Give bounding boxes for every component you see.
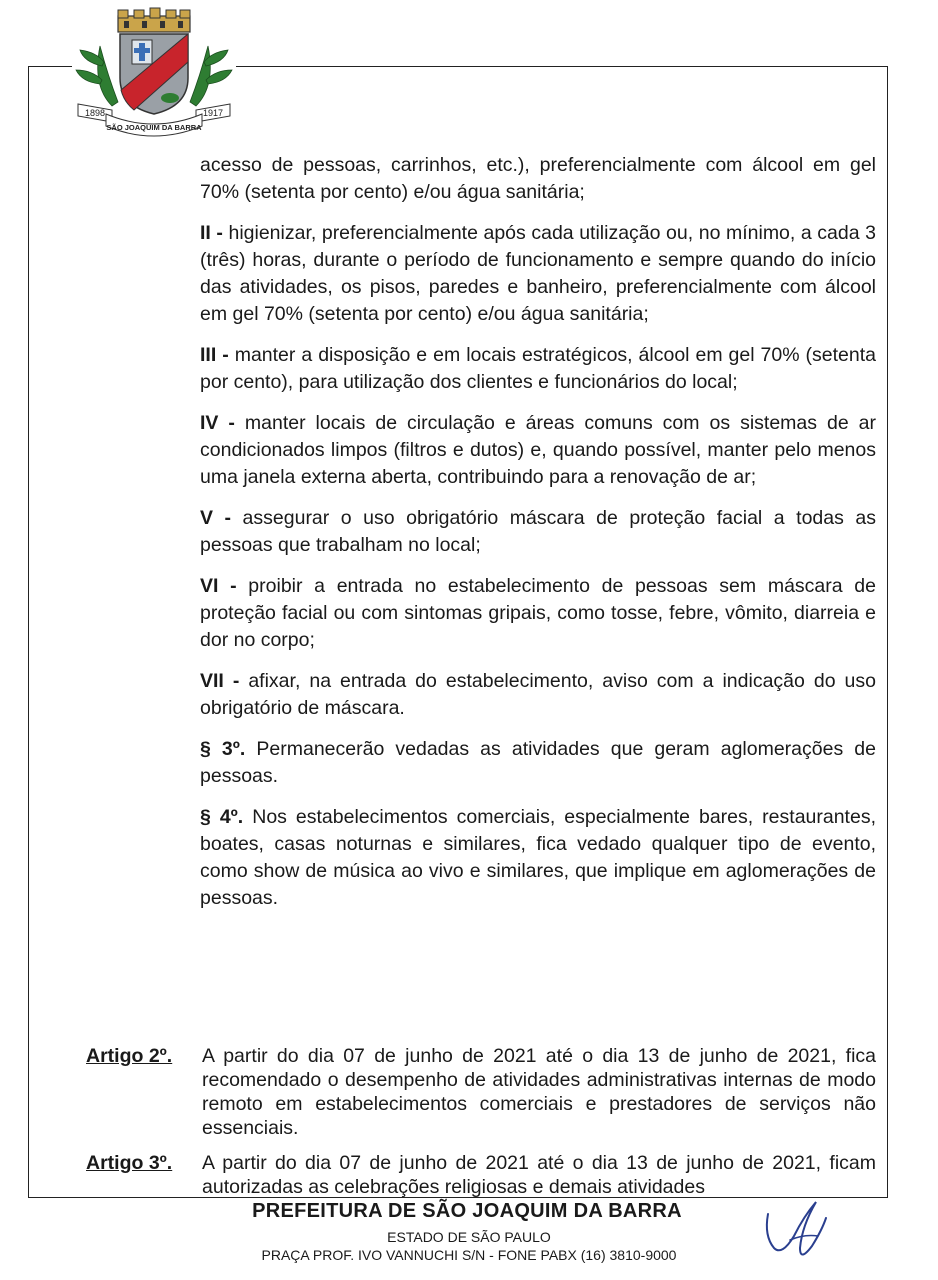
paragraph-text: Nos estabelecimentos comerciais, especialmente bares, restaurantes, boates, casas noturnas e similares, fica vedado qualquer tipo de evento, como show de música ao vivo e similares, que implique em aglomerações de pessoas. — [200, 806, 876, 909]
crest-icon — [72, 6, 236, 140]
paragraph-text: manter a disposição e em locais estratégicos, álcool em gel 70% (setenta por cento), para utilização dos clientes e funcionários do local; — [200, 344, 877, 393]
page-frame-left — [28, 66, 29, 1198]
document-body — [200, 152, 876, 926]
paragraph-item-v — [200, 505, 876, 559]
paragraph-item-iii — [200, 342, 876, 396]
crest-shield — [120, 34, 188, 114]
paragraph-text: Permanecerão vedadas as atividades que geram aglomerações de pessoas. — [200, 738, 876, 787]
footer-state: ESTADO DE SÃO PAULO — [387, 1229, 551, 1245]
paragraph-label: VII - — [200, 670, 240, 692]
article-3 — [86, 1151, 876, 1199]
paragraph-continuation — [200, 152, 876, 206]
article-text: A partir do dia 07 de junho de 2021 até o dia 13 de junho de 2021, ficam autorizadas as celebrações religiosas e demais atividades — [202, 1152, 876, 1198]
handwritten-signature — [760, 1196, 840, 1266]
paragraph-label: § 4º. — [200, 806, 244, 828]
article-label: Artigo 2º. — [86, 1045, 173, 1067]
crest-crown — [118, 8, 190, 32]
footer-address: PRAÇA PROF. IVO VANNUCHI S/N - FONE PABX (16) 3810-9000 — [261, 1247, 677, 1263]
paragraph-text: manter locais de circulação e áreas comuns com os sistemas de ar condicionados limpos (filtros e dutos) e, quando possível, manter pelo menos uma janela externa aberta, contribuindo para a renovação de ar; — [200, 412, 876, 488]
paragraph-label: V - — [200, 507, 232, 529]
paragraph-section-4 — [200, 804, 876, 912]
paragraph-label: § 3º. — [200, 738, 246, 760]
crest-banner-text: SÃO JOAQUIM DA BARRA — [106, 123, 202, 132]
crest-year-left: 1898 — [84, 108, 106, 118]
footer-title: PREFEITURA DE SÃO JOAQUIM DA BARRA — [252, 1200, 682, 1222]
article-2 — [86, 1044, 876, 1140]
paragraph-item-vi — [200, 573, 876, 654]
paragraph-item-iv — [200, 410, 876, 491]
page-frame-right — [887, 66, 888, 1198]
paragraph-label: II - — [200, 222, 223, 244]
paragraph-section-3 — [200, 736, 876, 790]
paragraph-item-vii — [200, 668, 876, 722]
municipal-crest-logo — [72, 6, 236, 140]
crest-year-right: 1917 — [202, 108, 224, 118]
article-label: Artigo 3º. — [86, 1152, 173, 1174]
paragraph-item-ii — [200, 220, 876, 328]
paragraph-text: afixar, na entrada do estabelecimento, aviso com a indicação do uso obrigatório de máscara. — [200, 670, 876, 719]
paragraph-text: assegurar o uso obrigatório máscara de proteção facial a todas as pessoas que trabalham no local; — [200, 507, 876, 556]
paragraph-label: IV - — [200, 412, 235, 434]
paragraph-label: III - — [200, 344, 229, 366]
paragraph-text: proibir a entrada no estabelecimento de pessoas sem máscara de proteção facial ou com sintomas gripais, como tosse, febre, vômito, diarreia e dor no corpo; — [200, 575, 876, 651]
paragraph-text: acesso de pessoas, carrinhos, etc.), preferencialmente com álcool em gel 70% (setenta por cento) e/ou água sanitária; — [200, 154, 876, 203]
paragraph-label: VI - — [200, 575, 237, 597]
paragraph-text: higienizar, preferencialmente após cada utilização ou, no mínimo, a cada 3 (três) horas, durante o período de funcionamento e sempre quando do início das atividades, os pisos, paredes e banheiro, preferencialmente com álcool em gel 70% (setenta por cento) e/ou água sanitária; — [200, 222, 876, 325]
article-text: A partir do dia 07 de junho de 2021 até o dia 13 de junho de 2021, fica recomendado o desempenho de atividades administrativas internas de modo remoto em estabelecimentos comerciais e prestadores de serviços não essenciais. — [202, 1045, 876, 1139]
